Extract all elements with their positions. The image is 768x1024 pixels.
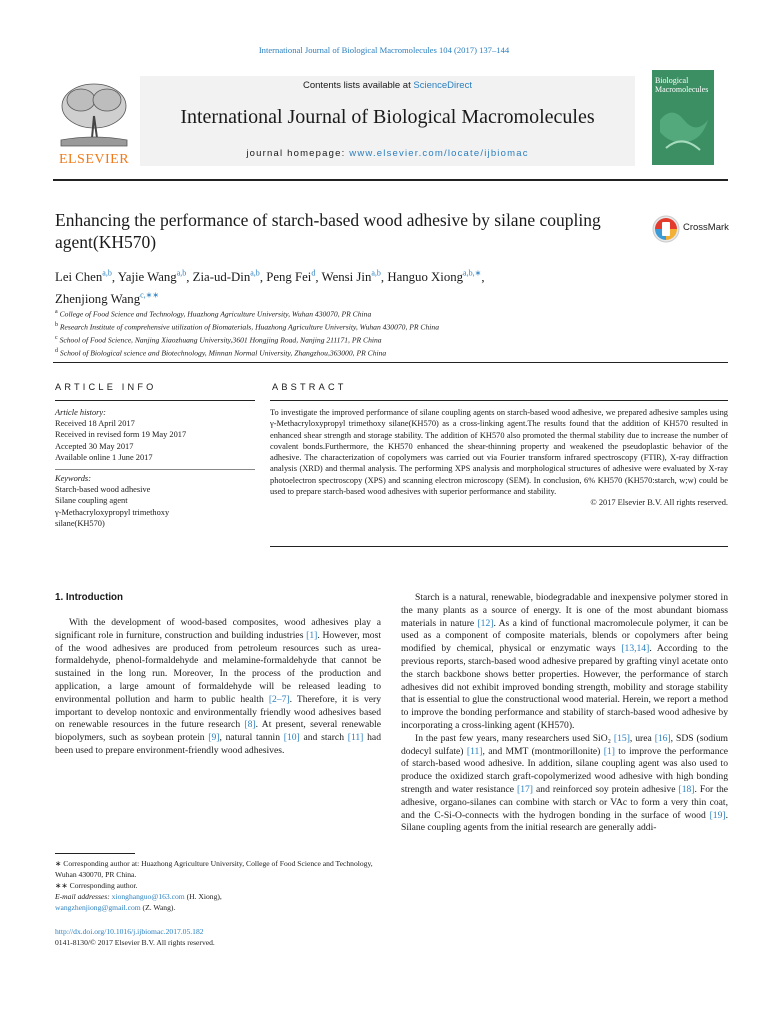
citation-link[interactable]: [8] (244, 719, 256, 731)
paragraph-text: had been used to prepare environment-friendly wood adhesives. (55, 732, 381, 756)
paragraph-text: . According to the previous reports, starch-based wood adhesive prepared by grafting vinyl acetate onto the starch backbone shows better properties. However, the performance of starch adhesives did not exhibit improved bonding strength, mobility and storage stability that is essential to glue the constructional wood material. Herein, we report a method to improve the bonding performance and stability of starch-based wood adhesive by incorporating a cross-linking agent (KH570). (401, 643, 728, 731)
author[interactable]: Zia-ud-Din$^{a,b}$ (192, 269, 260, 285)
history-label: Article history: (55, 408, 106, 417)
journal-banner (53, 76, 715, 166)
paragraph-text: . Silane coupling agents from the initial research are generally addi- (401, 809, 728, 834)
tree-icon (53, 76, 135, 150)
cover-artwork-icon (652, 70, 714, 165)
citation-link[interactable]: [11] (347, 732, 364, 744)
affiliation: $^b$ Research Institute of comprehensive utilization of Biomaterials, Huazhong Agriculture University, Wuhan 430070, PR China (55, 322, 439, 332)
article-info-heading: ARTICLE INFO (55, 382, 157, 392)
keyword: silane(KH570) (55, 518, 105, 528)
citation-link[interactable]: [9] (208, 732, 220, 744)
paragraph-text: Starch is a natural, renewable, biodegradable and inexpensive polymer stored in the many plants as a source of energy. It is one of the most abundant biomass materials in nature (401, 592, 728, 629)
paragraph-text: . At present, several renewable biopolymers, such as soybean protein (55, 719, 381, 744)
paragraph-text: . However, most of the wood adhesives are produced from petroleum resources such as urea-formaldehyde, phenol-formaldehyde and melamine-formaldehyde that cannot be sustained in the long run. Moreover, In the process of the production and application, a large amount of formaldehyde will be released leading to environmental pollution and harm to public health (55, 629, 381, 705)
author[interactable]: Peng Fei$^d$ (266, 269, 316, 285)
email-name-xiong: (H. Xiong), (184, 892, 222, 901)
citation-link[interactable]: [13,14] (621, 643, 650, 655)
citation-link[interactable]: [1] (603, 745, 615, 757)
author[interactable]: Zhenjiong Wang$^{c,∗∗}$ (55, 290, 160, 306)
paragraph-text: to improve the performance of starch-based wood adhesive. In addition, silane coupling agent was also used to produce the oxidized starch graft-copolymerized wood adhesive with high bonding strength and water resistance (401, 745, 729, 795)
received-date: Received 18 April 2017 (55, 419, 135, 429)
body-right-column (401, 592, 728, 835)
abstract (270, 407, 728, 509)
email-link-xiong[interactable]: xionghanguo@163.com (111, 892, 185, 901)
article-info-rule (55, 400, 255, 401)
abstract-copyright: © 2017 Elsevier B.V. All rights reserved. (590, 498, 728, 508)
issn-line: 0141-8130/© 2017 Elsevier B.V. All rights reserved. (55, 938, 215, 947)
footnotes (55, 858, 382, 913)
keyword: Silane coupling agent (55, 496, 128, 506)
online-date: Available online 1 June 2017 (55, 452, 153, 462)
abstract-text: To investigate the improved performance of silane coupling agents on starch-based wood adhesive, we prepared adhesive samples using γ-Methacryloxypropyl trimethoxy silane(KH570) as a cross-linking agent.The results found that the addition of KH570 resulted in enhanced shear strength and storage stability. The addition of KH570 also promoted the thermal stability due to increase the number of covalent bonds.Furthermore, the KH570 enhanced the shear-thinning property and weakened the pseudoplastic behavior of the adhesive. The characterization of copolymers was carried out via Fourier transform infrared spectroscopy (FTIR), X-ray diffraction analysis (XRD) and thermal analysis. The performing XPS analysis and morphological structures of adhesive were evaluated by X-ray photoelectron spectroscopy (XPS) and scanning electron microscopy (SEM). In conclusion, 6% KH570 (KH570:starch, w;w) could be used to prepare starch-based wood adhesives with superior performance and stability. (270, 408, 728, 497)
cover-title-line-1: Biological (655, 76, 689, 85)
author[interactable]: Yajie Wang$^{a,b}$ (117, 269, 187, 285)
email-link-wang[interactable]: wangzhenjiong@gmail.com (55, 903, 141, 912)
contents-prefix: Contents lists available at (303, 80, 414, 91)
paragraph-text: In the past few years, many researchers used SiO₂ (415, 732, 614, 744)
journal-cover[interactable] (652, 70, 714, 165)
author[interactable]: Hanguo Xiong$^{a,b,∗}$ (387, 269, 482, 285)
paragraph (401, 592, 728, 733)
paragraph-text: , and MMT (montmorillonite) (482, 745, 604, 757)
masthead (140, 76, 635, 166)
paragraph (55, 617, 381, 758)
keywords-divider (55, 469, 255, 470)
paragraph-text: . For the adhesive, organo-silanes can combine with starch or VAc to form a very thin coat, and the C-Si-O-connects with the hydrogen bonding in the surface of wood (401, 783, 729, 821)
citation-link[interactable]: [11] (466, 745, 483, 757)
footnote-corresponding-1: ∗ Corresponding author at: Huazhong Agriculture University, College of Food Science and Technology, Wuhan 430070, PR China. (55, 859, 373, 879)
abstract-rule (270, 400, 728, 401)
citation-link[interactable]: [19] (709, 809, 726, 821)
affiliation: $^d$ School of Biological science and Biotechnology, Minnan Normal University, Zhangzhou,363000, PR China (55, 348, 387, 358)
citation-link[interactable]: [1] (306, 629, 318, 641)
elsevier-wordmark: ELSEVIER (58, 152, 130, 167)
author[interactable]: Lei Chen$^{a,b}$ (55, 269, 112, 285)
citation-link[interactable]: [15] (613, 732, 630, 744)
doi-block (55, 926, 382, 948)
paragraph-text: and reinforced soy protein adhesive (533, 783, 679, 795)
elsevier-tree-logo (53, 76, 135, 166)
sciencedirect-link[interactable]: ScienceDirect (413, 80, 472, 91)
journal-homepage (140, 148, 635, 159)
accepted-date: Accepted 30 May 2017 (55, 441, 134, 451)
affiliation: $^a$ College of Food Science and Technology, Huazhong Agriculture University, Wuhan 430070, PR China (55, 309, 372, 319)
affiliations-rule (53, 362, 728, 363)
footnote-rule (55, 853, 135, 854)
citation-link[interactable]: [10] (283, 732, 300, 744)
revised-date: Received in revised form 19 May 2017 (55, 430, 187, 440)
keyword: Starch-based wood adhesive (55, 485, 151, 495)
citation-link[interactable]: [12] (477, 617, 494, 629)
contents-line (140, 80, 635, 91)
doi-link[interactable]: http://dx.doi.org/10.1016/j.ijbiomac.2017.05.182 (55, 927, 204, 936)
paragraph-text: , SDS (sodium dodecyl sulfate) (401, 732, 728, 757)
body-left-column (55, 617, 381, 758)
paragraph-text: , urea (629, 732, 655, 744)
affiliations (55, 307, 695, 360)
email-name-wang: (Z. Wang). (140, 903, 176, 912)
paragraph-text: , natural tannin (219, 732, 284, 744)
paragraph-text: . Therefore, it is very important to develop nontoxic and environmentally friendly wood adhesives based on renewable resources in the future research (55, 693, 382, 731)
footnote-corresponding-2: ∗∗ Corresponding author. (55, 881, 138, 890)
citation-link[interactable]: [17] (517, 783, 533, 795)
crossmark-badge[interactable] (652, 214, 728, 244)
homepage-link[interactable]: www.elsevier.com/locate/ijbiomac (349, 148, 529, 159)
abstract-bottom-rule (270, 546, 728, 547)
affiliation: $^c$ School of Food Science, Nanjing Xiaozhuang University,3601 Hongjing Road, Nanjing 211171, PR China (55, 335, 382, 345)
crossmark-icon (652, 215, 680, 243)
journal-citation[interactable]: International Journal of Biological Macromolecules 104 (2017) 137–144 (258, 45, 510, 55)
journal-name: International Journal of Biological Macromolecules (180, 106, 595, 128)
crossmark-label: CrossMark (683, 222, 729, 233)
article-title: Enhancing the performance of starch-based wood adhesive by silane coupling agent(KH570) (55, 210, 601, 252)
paragraph (401, 733, 728, 835)
email-label: E-mail addresses: (55, 892, 112, 901)
paragraph-text: . As a kind of functional macromolecule polymer, it can be used as a component of composite materials, blends or copolymers after being modified by chemical, physical or enzymatic ways (401, 617, 728, 655)
header-rule (53, 179, 728, 181)
homepage-prefix: journal homepage: (246, 148, 350, 159)
paragraph-text: and starch (299, 732, 348, 744)
paragraph-text: With the development of wood-based composites, wood adhesives play a significant role in furniture, construction and building industries (55, 617, 381, 641)
author-list: Lei Chen$^{a,b}$, Yajie Wang$^{a,b}$, Zia-ud-Din$^{a,b}$, Peng Fei$^d$, Wensi Jin$^{a,b}$, Hanguo Xiong$^{a,b,∗}$, Zhenjiong Wang$^{c,∗∗}$ (55, 269, 485, 306)
footnote-email (55, 891, 382, 913)
author[interactable]: Wensi Jin$^{a,b}$ (321, 269, 381, 285)
citation-link[interactable]: [2–7] (268, 693, 290, 705)
citation-link[interactable]: [16] (654, 732, 671, 744)
abstract-heading: ABSTRACT (272, 382, 347, 392)
keyword: γ-Methacryloxypropyl trimethoxy (55, 507, 170, 517)
section-heading-introduction: 1. Introduction (55, 592, 124, 603)
article-info (55, 407, 255, 529)
keywords-label: Keywords: (55, 474, 91, 484)
citation-link[interactable]: [18] (678, 783, 695, 795)
cover-title-line-2: Macromolecules (655, 85, 709, 94)
